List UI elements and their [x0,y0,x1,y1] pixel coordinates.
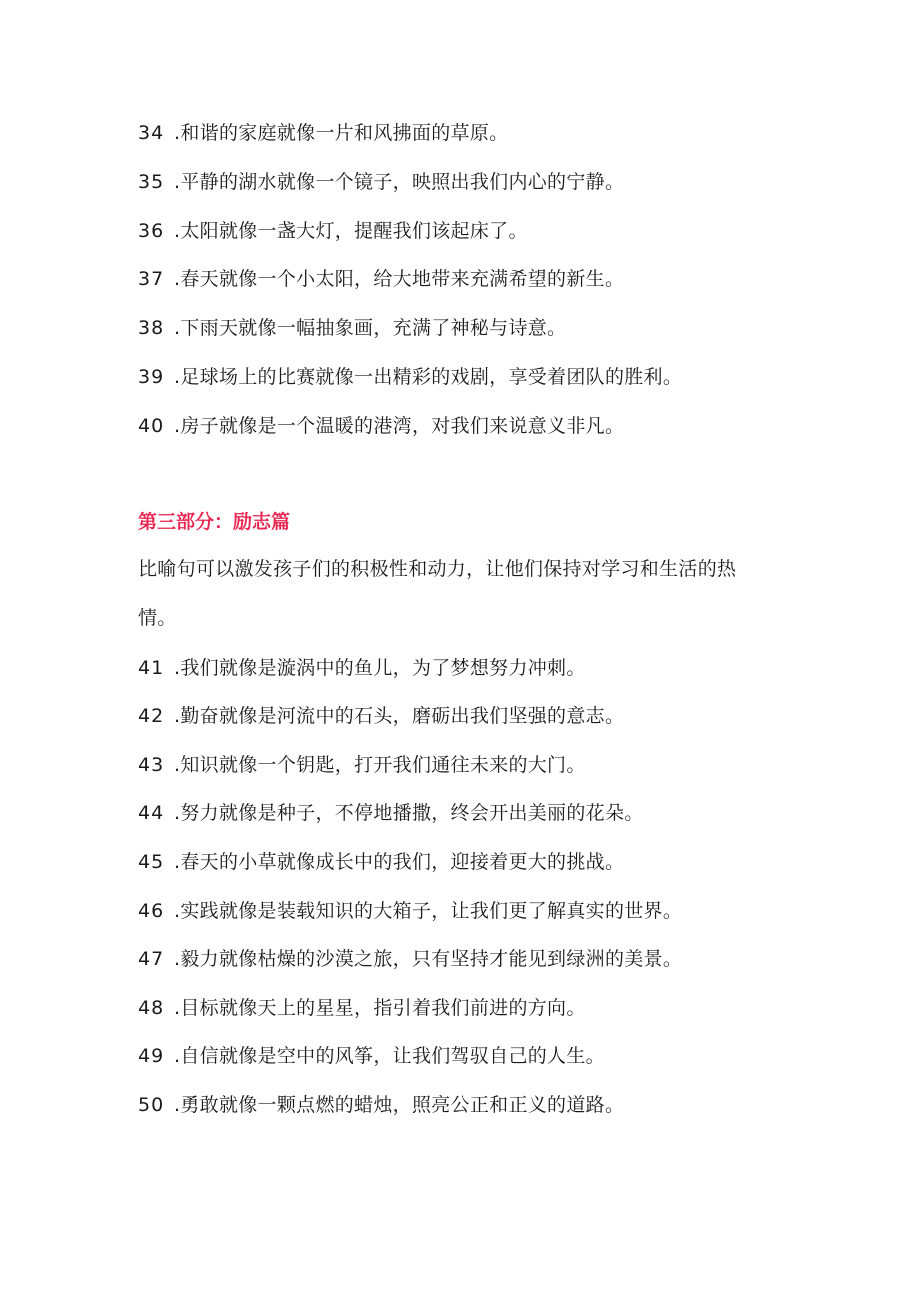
list-item [138,850,624,874]
list-item [138,267,624,291]
item-number: 39 [138,366,165,388]
item-number: 42 [138,705,165,727]
item-number: 40 [138,415,165,437]
item-number: 45 [138,851,165,873]
item-text: .实践就像是装载知识的大箱子，让我们更了解真实的世界。 [174,900,683,922]
item-text: .下雨天就像一幅抽象画，充满了神秘与诗意。 [174,317,567,339]
item-text: .知识就像一个钥匙，打开我们通往未来的大门。 [174,754,586,776]
item-number: 48 [138,997,165,1019]
item-number: 37 [138,268,165,290]
item-text: .自信就像是空中的风筝，让我们驾驭自己的人生。 [174,1045,605,1067]
item-text: .和谐的家庭就像一片和风拂面的草原。 [174,122,509,144]
intro-paragraph-line: 情。 [138,607,177,629]
list-item [138,899,682,923]
list-item [138,365,682,389]
item-text: .太阳就像一盏大灯，提醒我们该起床了。 [174,220,528,242]
item-text: .春天就像一个小太阳，给大地带来充满希望的新生。 [174,268,625,290]
item-number: 46 [138,900,165,922]
item-number: 43 [138,754,165,776]
item-text: .房子就像是一个温暖的港湾，对我们来说意义非凡。 [174,415,625,437]
item-number: 34 [138,122,165,144]
item-text: .勤奋就像是河流中的石头，磨砺出我们坚强的意志。 [174,705,625,727]
list-item [138,704,624,728]
item-number: 49 [138,1045,165,1067]
list-item [138,753,586,777]
list-item [138,947,682,971]
item-number: 50 [138,1094,165,1116]
item-text: .足球场上的比赛就像一出精彩的戏剧，享受着团队的胜利。 [174,366,683,388]
list-item [138,1093,624,1117]
item-number: 41 [138,657,165,679]
item-text: .努力就像是种子，不停地播撒，终会开出美丽的花朵。 [174,802,644,824]
item-number: 47 [138,948,165,970]
list-item [138,121,508,145]
item-number: 36 [138,220,165,242]
item-text: .平静的湖水就像一个镜子，映照出我们内心的宁静。 [174,171,625,193]
item-number: 44 [138,802,165,824]
list-item [138,170,624,194]
section-heading: 第三部分：励志篇 [138,511,291,533]
list-item [138,801,644,825]
item-number: 38 [138,317,165,339]
item-text: .目标就像天上的星星，指引着我们前进的方向。 [174,997,586,1019]
item-number: 35 [138,171,165,193]
item-text: .春天的小草就像成长中的我们，迎接着更大的挑战。 [174,851,625,873]
list-item [138,656,586,680]
list-item [138,316,566,340]
list-item [138,414,624,438]
item-text: .勇敢就像一颗点燃的蜡烛，照亮公正和正义的道路。 [174,1094,625,1116]
intro-paragraph-line: 比喻句可以激发孩子们的积极性和动力，让他们保持对学习和生活的热 [138,558,737,580]
list-item [138,219,528,243]
item-text: .我们就像是漩涡中的鱼儿，为了梦想努力冲刺。 [174,657,586,679]
list-item [138,996,586,1020]
item-text: .毅力就像枯燥的沙漠之旅，只有坚持才能见到绿洲的美景。 [174,948,683,970]
list-item [138,1044,605,1068]
